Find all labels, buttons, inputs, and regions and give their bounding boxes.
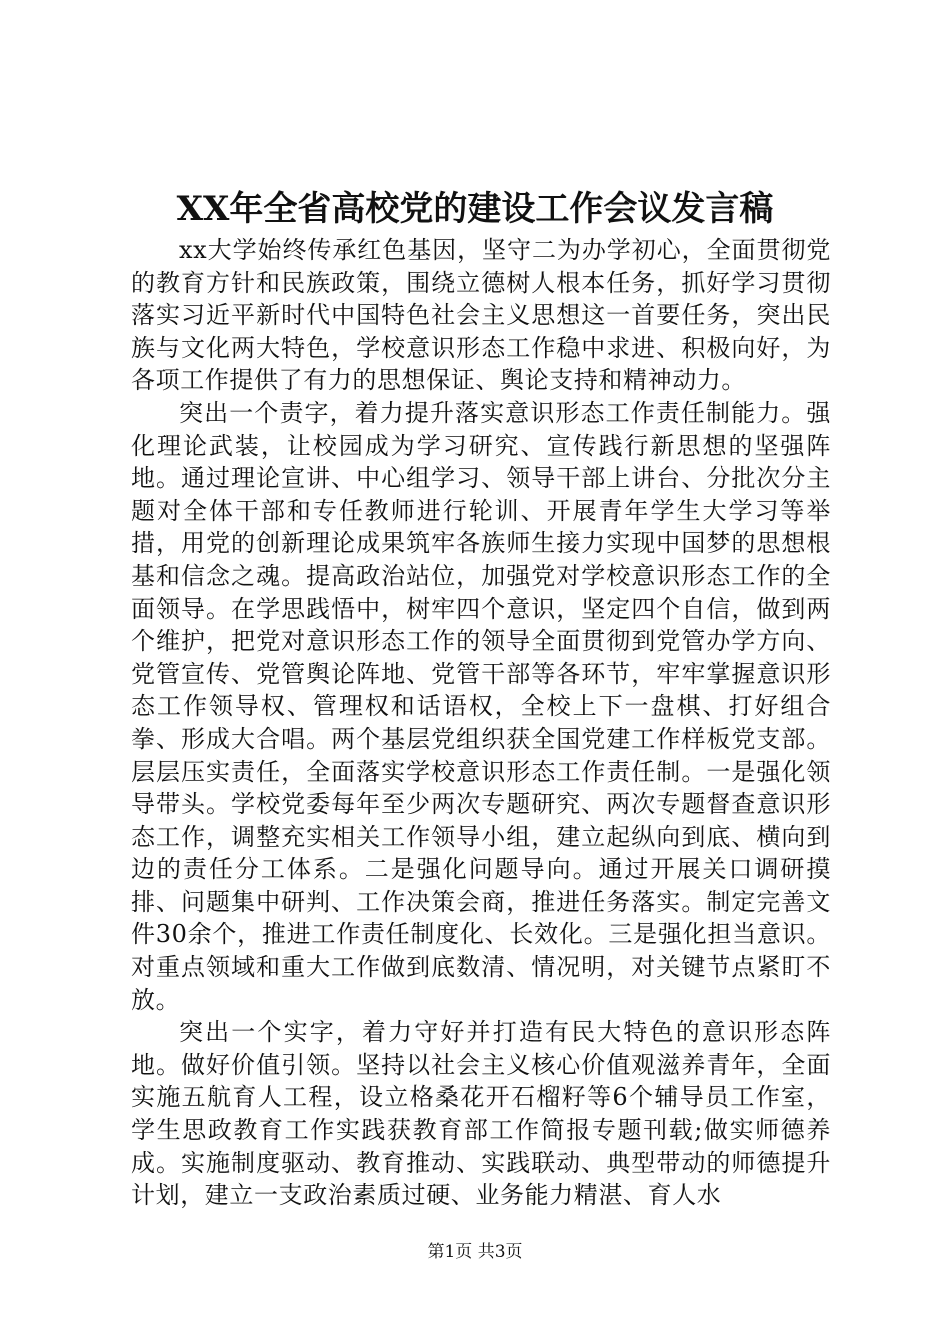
page-number-footer: 第1页 共3页 <box>427 1242 523 1262</box>
paragraph: 突出一个责字，着力提升落实意识形态工作责任制能力。强化理论武装，让校园成为学习研究、宣传践行新思想的坚强阵地。通过理论宣讲、中心组学习、领导干部上讲台、分批次分主题对全体干部和专任教师进行轮训、开展青年学生大学习等举措，用党的创新理论成果筑牢各族师生接力实现中国梦的思想根基和信念之魂。提高政治站位，加强党对学校意识形态工作的全面领导。在学思践悟中，树牢四个意识，坚定四个自信，做到两个维护，把党对意识形态工作的领导全面贯彻到党管办学方向、党管宣传、党管舆论阵地、党管干部等各环节，牢牢掌握意识形态工作领导权、管理权和话语权，全校上下一盘棋、打好组合拳、形成大合唱。两个基层党组织获全国党建工作样板党支部。层层压实责任，全面落实学校意识形态工作责任制。一是强化领导带头。学校党委每年至少两次专题研究、两次专题督查意识形态工作，调整充实相关工作领导小组，建立起纵向到底、横向到边的责任分工体系。二是强化问题导向。通过开展关口调研摸排、问题集中研判、工作决策会商，推进任务落实。制定完善文件30余个，推进工作责任制度化、长效化。三是强化担当意识。对重点领域和重大工作做到底数清、情况明，对关键节点紧盯不放。 <box>131 398 831 1014</box>
paragraph: xx大学始终传承红色基因，坚守二为办学初心，全面贯彻党的教育方针和民族政策，围绕立德树人根本任务，抓好学习贯彻落实习近平新时代中国特色社会主义思想这一首要任务，突出民族与文化两大特色，学校意识形态工作稳中求进、积极向好，为各项工作提供了有力的思想保证、舆论支持和精神动力。 <box>131 236 831 395</box>
document-body <box>131 234 831 1212</box>
document-title: XX年全省高校党的建设工作会议发言稿 <box>176 189 774 229</box>
paragraph: 突出一个实字，着力守好并打造有民大特色的意识形态阵地。做好价值引领。坚持以社会主义核心价值观滋养青年，全面实施五航育人工程，设立格桑花开石榴籽等6个辅导员工作室，学生思政教育工作实践获教育部工作简报专题刊载;做实师德养成。实施制度驱动、教育推动、实践联动、典型带动的师德提升计划，建立一支政治素质过硬、业务能力精湛、育人水 <box>131 1018 831 1210</box>
